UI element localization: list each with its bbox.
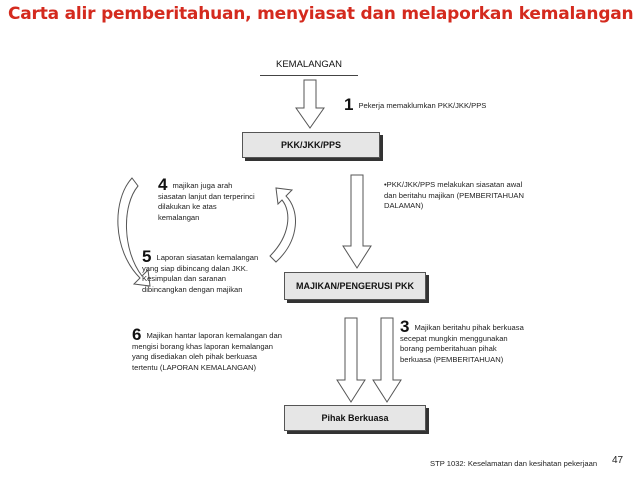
curved-arrow-right [270, 188, 295, 262]
arrow-down-4 [373, 318, 401, 402]
arrow-down-1 [296, 80, 324, 128]
arrow-down-3 [337, 318, 365, 402]
step-3-text: Majikan beritahu pihak berkuasa secepat mungkin menggunakan borang pemberitahuan pihak berkuasa (PEMBERITAHUAN) [400, 323, 524, 364]
footer-course: STP 1032: Keselamatan dan kesihatan pekerjaan [430, 459, 598, 468]
box-pkk-label: PKK/JKK/PPS [280, 140, 342, 150]
step-6-text: Majikan hantar laporan kemalangan dan mengisi borang khas laporan kemalangan yang disediakan oleh pihak berkuasa tertentu (LAPORAN KEMALANGAN) [132, 331, 282, 372]
step-3-number: 3 [400, 317, 410, 336]
step-1 [344, 95, 544, 114]
step-5-number: 5 [142, 247, 152, 266]
step-4 [158, 175, 258, 223]
box-kemalangan: KEMALANGAN [260, 59, 358, 76]
step-3 [400, 317, 530, 365]
step-1-number: 1 [344, 95, 354, 114]
step-5 [142, 247, 272, 295]
step-4-text: majikan juga arah siasatan lanjut dan terperinci dilakukan ke atas kemalangan [158, 181, 255, 222]
page-title: Carta alir pemberitahuan, menyiasat dan melaporkan kemalangan [8, 4, 634, 24]
step-1-text: Pekerja memaklumkan PKK/JKK/PPS [358, 101, 487, 110]
box-pihak-label: Pihak Berkuasa [321, 413, 389, 423]
step-5-text: Laporan siasatan kemalangan yang siap dibincang dalan JKK. Kesimpulan dan saranan dibincangkan dengan majikan [142, 253, 259, 294]
step-4-number: 4 [158, 175, 168, 194]
note-siasatan-awal: •PKK/JKK/PPS melakukan siasatan awal dan beritahu majikan (PEMBERITAHUAN DALAMAN) [384, 180, 524, 211]
page-number: 47 [612, 455, 624, 466]
step-6-number: 6 [132, 325, 142, 344]
arrow-down-2 [343, 175, 371, 268]
step-6 [132, 325, 282, 373]
box-majikan-label: MAJIKAN/PENGERUSI PKK [295, 281, 414, 291]
